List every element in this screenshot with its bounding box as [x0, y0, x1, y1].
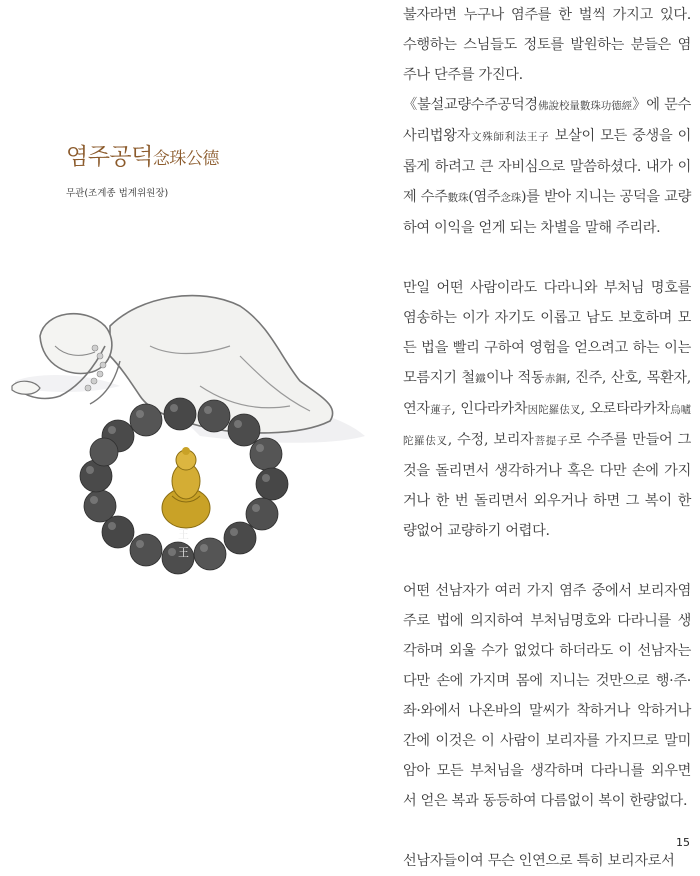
title-hanja: 念珠公德: [152, 149, 219, 169]
buddha-figure: [162, 447, 210, 528]
paragraph-2: 《불설교량수주공덕경佛說校量數珠功德經》에 문수사리법왕자文殊師利法王子 보살이 모든 중생을 이롭게 하려고 큰 자비심으로 말씀하셨다. 내가 이제 수주數珠(염주念珠)를 받아 지니는 공덕을 교량하여 이익을 얻게 되는 차별을 말해 주리라.: [403, 97, 691, 236]
paragraph-4: 어떤 선남자가 여러 가지 염주 중에서 보리자염주로 법에 의지하여 부처님명호와 다라니를 생각하며 외울 수가 없었다 하더라도 이 선남자는 다만 손에 가지며 몸에 지니는 것만으로 행·주·좌·와에서 나온바의 말씨가 착하거나 악하거나 간에 이것은 이 사람이 보리자를 가지므로 말미암아 모든 부처님을 생각하며 다라니를 외우면서 얻은 복과 동등하여 다름없이 복이 한량없다.: [403, 583, 691, 809]
title-korean: 염주공덕: [66, 144, 153, 170]
author-line: 무관(조계종 법계위원장): [66, 188, 169, 199]
page-number: 15: [676, 836, 690, 849]
paragraph-1: 불자라면 누구나 염주를 한 벌씩 가지고 있다. 수행하는 스님들도 정토를 발원하는 분들은 염주나 단주를 가진다.: [403, 7, 691, 83]
bowing-monk-illustration: [0, 286, 370, 616]
paragraph-3: 만일 어떤 사람이라도 다라니와 부처님 명호를 염송하는 이가 자기도 이롭고 남도 보호하며 모든 법을 빨리 구하여 영험을 얻으려고 하는 이는 모름지기 철鐵이나 적동赤銅, 진주, 산호, 목환자, 연자蓮子, 인다라카차因陀羅佉叉, 오로타라카차烏嚧陀羅佉叉, 수정, 보리자菩提子로 수주를 만들어 그것을 돌리면서 생각하거나 혹은 다만 손에 가지거나 한 번 돌리면서 외우거나 하면 그 복이 한량없어 교량하기 어렵다.: [403, 280, 692, 539]
bead-mark-2: 王: [178, 546, 189, 559]
article-title: [66, 138, 219, 171]
bead-mark-1: 王: [178, 528, 189, 541]
paragraph-5: 선남자들이여 무슨 인연으로 특히 보리자로서: [403, 853, 675, 869]
article-body: [403, 0, 691, 876]
